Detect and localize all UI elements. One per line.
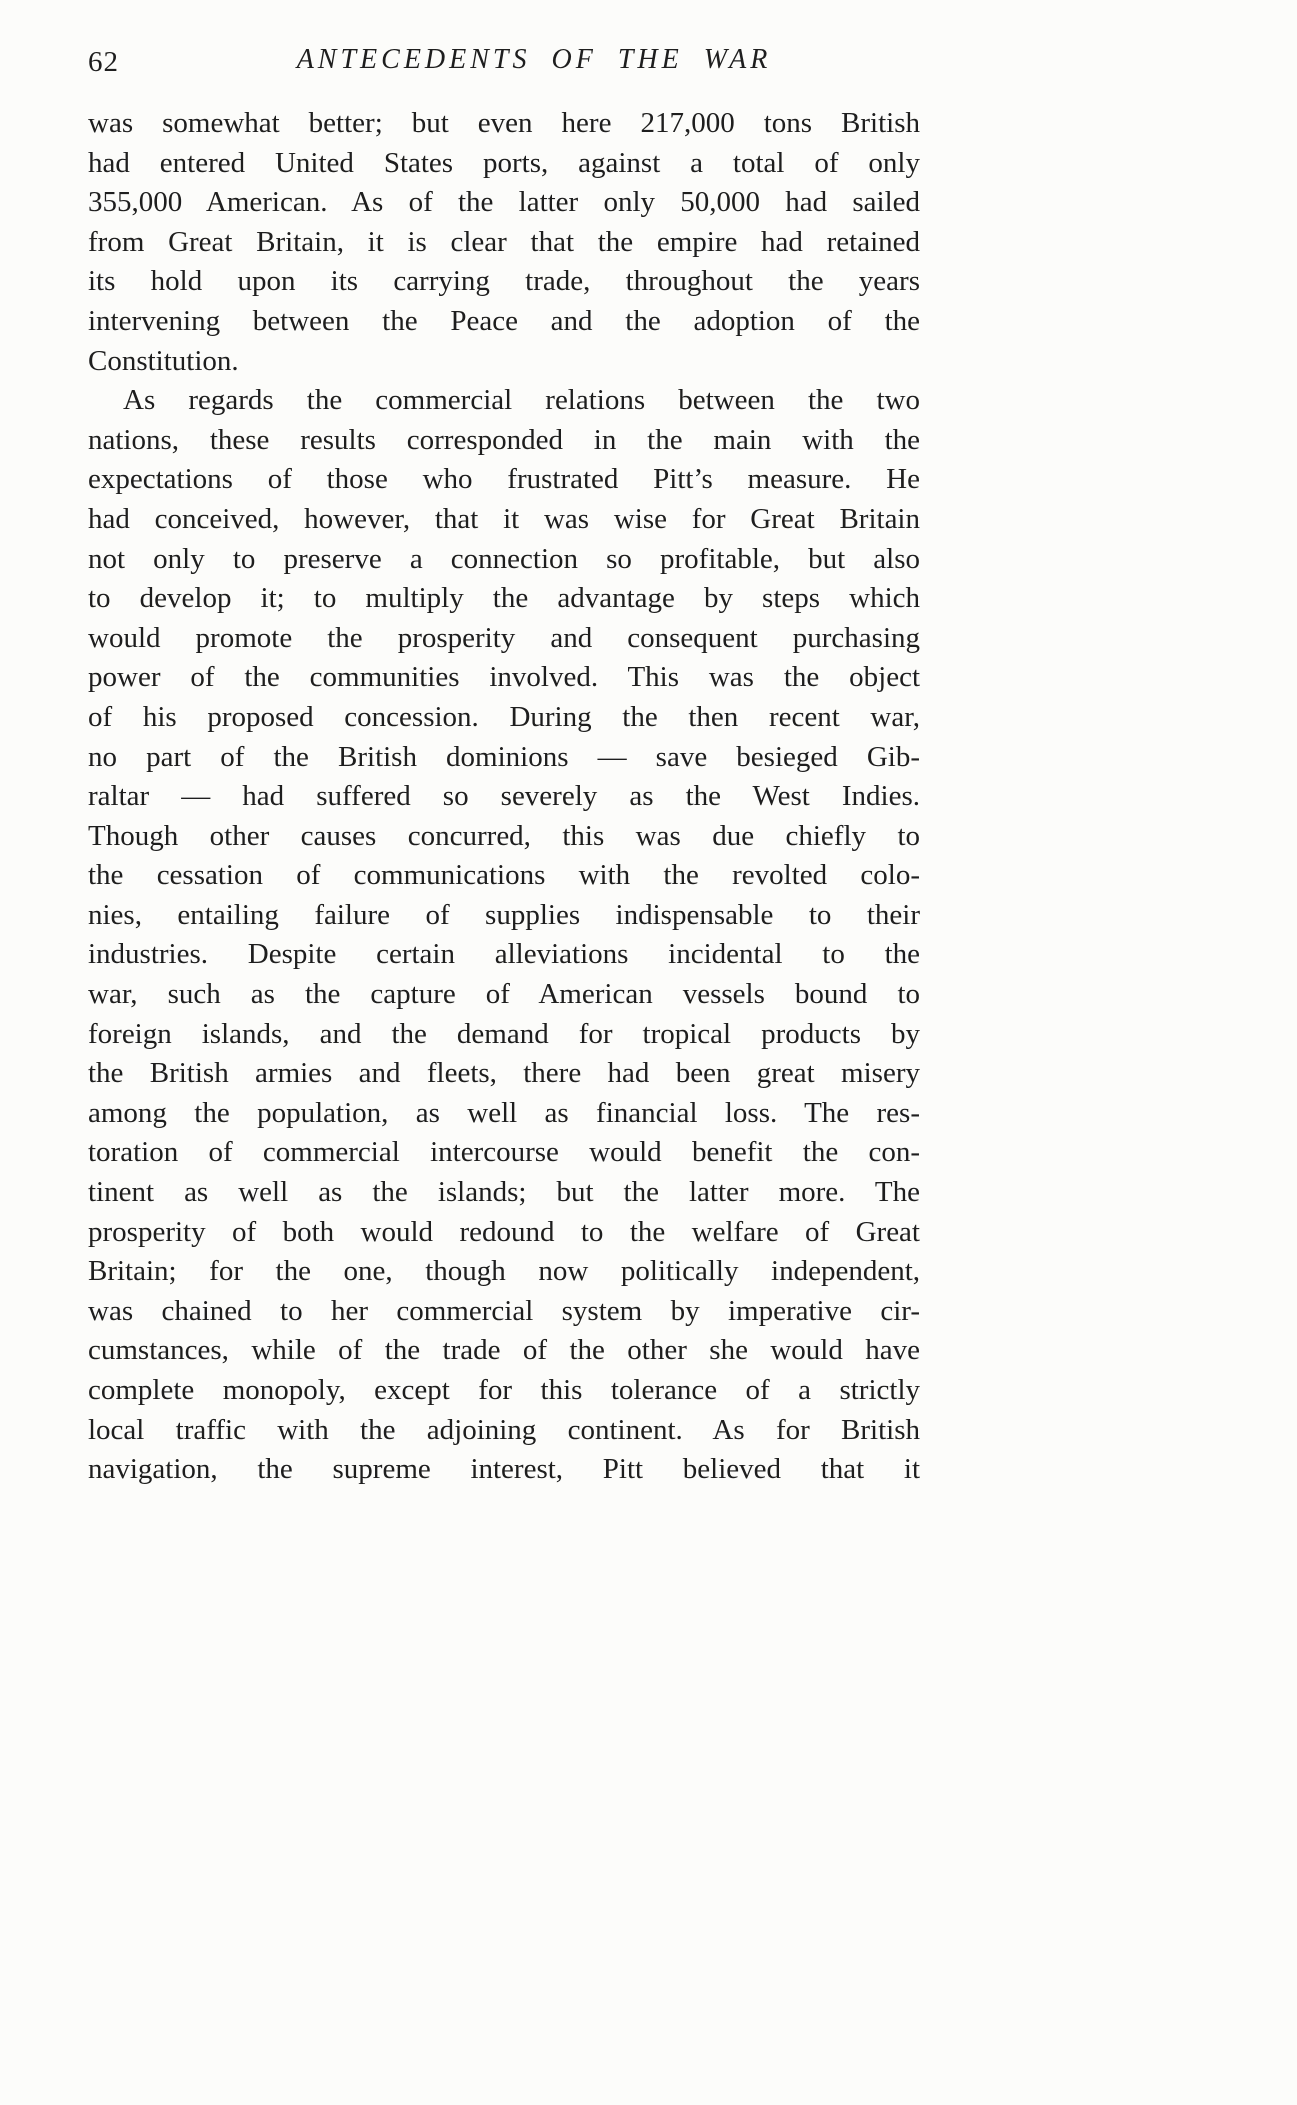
text-line: had conceived, however, that it was wise for Great Britain [88, 502, 920, 535]
text-line: had entered United States ports, against a total of only [88, 146, 920, 179]
text-line: nations, these results corresponded in the main with the [88, 423, 920, 456]
running-header: ANTECEDENTS OF THE WAR [296, 44, 772, 75]
text-line: complete monopoly, except for this tolerance of a strictly [88, 1374, 920, 1406]
text-line: industries. Despite certain alleviations incidental to the [88, 938, 920, 971]
text-line: would promote the prosperity and consequent purchasing [88, 621, 920, 654]
text-line: the cessation of communications with the revolted colo- [88, 859, 920, 892]
text-line: war, such as the capture of American vessels bound to [88, 978, 920, 1011]
text-line: no part of the British dominions — save besieged Gib- [88, 740, 920, 773]
text-line: navigation, the supreme interest, Pitt believed that it [88, 1453, 920, 1486]
page-body [88, 104, 920, 1490]
text-line: the British armies and fleets, there had been great misery [88, 1057, 920, 1090]
text-line: tinent as well as the islands; but the latter more. The [88, 1176, 920, 1209]
text-line: expectations of those who frustrated Pitt’s measure. He [88, 463, 920, 496]
text-line: 355,000 American. As of the latter only 50,000 had sailed [88, 186, 920, 219]
text-line: nies, entailing failure of supplies indispensable to their [88, 898, 920, 931]
text-line: prosperity of both would redound to the welfare of Great [88, 1215, 920, 1248]
page-header [88, 44, 920, 86]
page-number: 62 [88, 46, 119, 78]
text-line: raltar — had suffered so severely as the West Indies. [88, 780, 920, 813]
text-line: local traffic with the adjoining continent. As for British [88, 1413, 920, 1446]
text-line: was somewhat better; but even here 217,000 tons British [88, 107, 920, 139]
text-line: of his proposed concession. During the then recent war, [88, 700, 920, 733]
text-line: its hold upon its carrying trade, throughout the years [88, 265, 920, 298]
paragraph [88, 381, 920, 1490]
text-line: foreign islands, and the demand for tropical products by [88, 1017, 920, 1050]
text-line: from Great Britain, it is clear that the empire had retained [88, 225, 920, 258]
paragraph [88, 104, 920, 381]
text-line: Britain; for the one, though now politically independent, [88, 1255, 920, 1288]
text-line: toration of commercial intercourse would benefit the con- [88, 1136, 920, 1169]
text-line: Though other causes concurred, this was due chiefly to [88, 819, 920, 852]
text-line: Constitution. [88, 344, 239, 377]
text-line: to develop it; to multiply the advantage by steps which [88, 582, 920, 615]
text-line: among the population, as well as financial loss. The res- [88, 1096, 920, 1129]
text-line: not only to preserve a connection so profitable, but also [88, 542, 920, 575]
text-line: power of the communities involved. This was the object [88, 661, 920, 694]
text-line: cumstances, while of the trade of the other she would have [88, 1334, 920, 1367]
text-line: intervening between the Peace and the adoption of the [88, 304, 920, 337]
text-line: As regards the commercial relations between the two [123, 384, 920, 417]
text-line: was chained to her commercial system by imperative cir- [88, 1294, 920, 1327]
